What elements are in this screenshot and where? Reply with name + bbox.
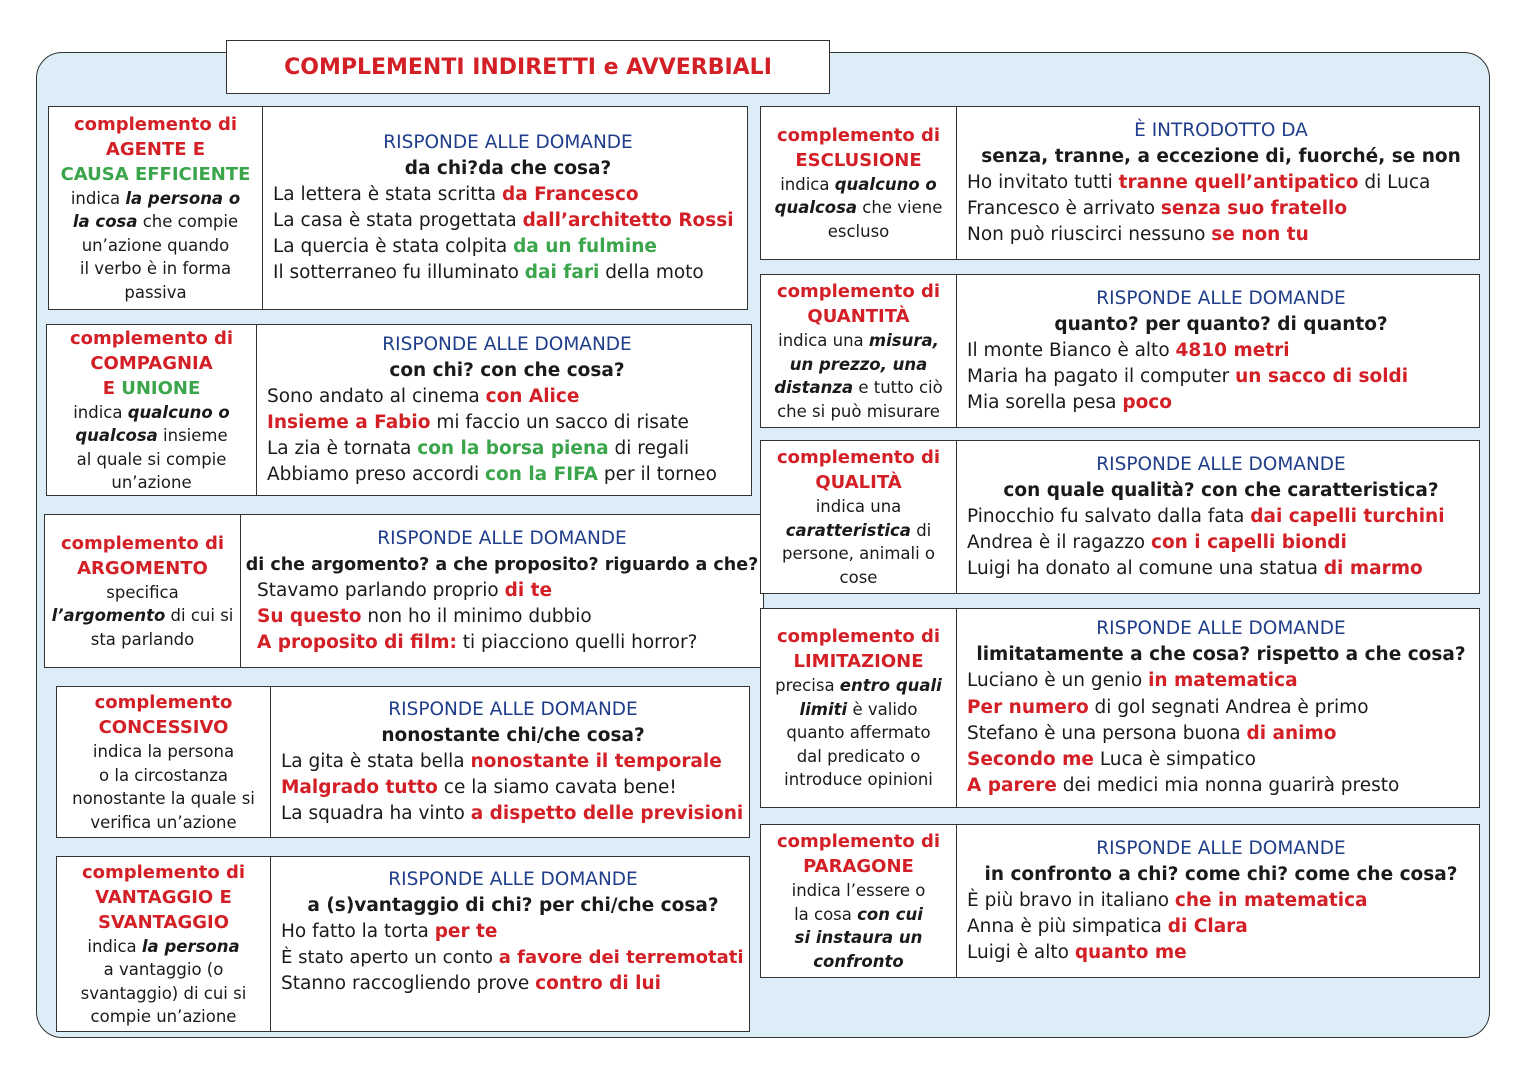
example-line: È più bravo in italiano che in matematica bbox=[967, 889, 1368, 911]
label-quantita bbox=[761, 275, 957, 427]
desc-line: l’argomento di cui si bbox=[51, 606, 234, 626]
label-argomento bbox=[45, 515, 241, 667]
section-heading: RISPONDE ALLE DOMANDE bbox=[1096, 837, 1346, 859]
desc-line: passiva bbox=[124, 282, 187, 302]
desc-line: quanto affermato bbox=[786, 723, 931, 743]
label-line: ARGOMENTO bbox=[77, 557, 208, 579]
label-line: CONCESSIVO bbox=[98, 717, 229, 738]
section-heading: RISPONDE ALLE DOMANDE bbox=[382, 333, 632, 355]
example-line: Ho fatto la torta per te bbox=[281, 921, 498, 942]
example-line: Pinocchio fu salvato dalla fata dai capelli turchini bbox=[967, 505, 1445, 527]
desc-line: escluso bbox=[827, 221, 890, 241]
desc-line: indica una bbox=[815, 497, 902, 516]
example-line: Luigi è alto quanto me bbox=[967, 942, 1187, 964]
desc-line: o la circostanza bbox=[99, 765, 228, 785]
label-line: complemento di bbox=[776, 831, 941, 852]
desc-line: indica la persona bbox=[92, 742, 235, 761]
example-line: A parere dei medici mia nonna guarirà presto bbox=[967, 775, 1400, 797]
desc-line: limiti è valido bbox=[799, 699, 918, 719]
example-line: La gita è stata bella nonostante il temporale bbox=[281, 750, 722, 772]
example-line: La zia è tornata con la borsa piena di regali bbox=[267, 438, 690, 459]
label-vantaggio bbox=[57, 857, 271, 1031]
desc-line: un prezzo, una bbox=[789, 354, 928, 374]
content-concessivo bbox=[271, 687, 749, 837]
desc-line: persone, animali o bbox=[781, 544, 936, 563]
card-vantaggio bbox=[56, 856, 750, 1032]
desc-line: un’azione quando bbox=[81, 235, 230, 255]
label-line: SVANTAGGIO bbox=[97, 911, 230, 933]
example-line: A proposito di film: ti piacciono quelli horror? bbox=[257, 632, 698, 654]
questions: quanto? per quanto? di quanto? bbox=[1054, 313, 1388, 335]
example-line: Luciano è un genio in matematica bbox=[967, 670, 1298, 692]
questions: in confronto a chi? come chi? come che cosa? bbox=[984, 863, 1458, 885]
label-line: complemento di bbox=[69, 327, 234, 349]
example-line: La casa è stata progettata dall’architetto Rossi bbox=[273, 209, 734, 231]
label-line: QUALITÀ bbox=[815, 472, 902, 493]
card-compagnia bbox=[46, 324, 752, 496]
example-line: Il sotterraneo fu illuminato dai fari della moto bbox=[273, 262, 704, 284]
label-line: complemento di bbox=[776, 447, 941, 468]
questions: da chi?da che cosa? bbox=[404, 157, 612, 179]
example-line: Il monte Bianco è alto 4810 metri bbox=[967, 339, 1290, 361]
example-line: La lettera è stata scritta da Francesco bbox=[273, 183, 639, 205]
card-concessivo bbox=[56, 686, 750, 838]
section-heading: RISPONDE ALLE DOMANDE bbox=[388, 698, 638, 720]
example-line: Stanno raccogliendo prove contro di lui bbox=[281, 973, 661, 995]
desc-line: indica qualcuno o bbox=[73, 402, 230, 422]
desc-line: svantaggio) di cui si bbox=[80, 983, 247, 1003]
example-line: Stavamo parlando proprio di te bbox=[257, 579, 553, 601]
desc-line: qualcosa insieme bbox=[75, 426, 228, 445]
section-heading: RISPONDE ALLE DOMANDE bbox=[1096, 287, 1346, 309]
section-heading: RISPONDE ALLE DOMANDE bbox=[1096, 453, 1346, 475]
label-esclusione bbox=[761, 107, 957, 259]
desc-line: la cosa che compie bbox=[72, 212, 239, 232]
example-line: È stato aperto un conto a favore dei terremotati bbox=[281, 947, 744, 969]
desc-line: distanza e tutto ciò bbox=[774, 378, 943, 397]
desc-line: nonostante la quale si bbox=[72, 789, 255, 808]
example-line: La squadra ha vinto a dispetto delle previsioni bbox=[281, 803, 744, 825]
desc-line: verifica un’azione bbox=[90, 812, 237, 832]
questions: di che argomento? a che proposito? riguardo a che? bbox=[245, 554, 759, 575]
label-qualita bbox=[761, 441, 957, 593]
example-line: Su questo non ho il minimo dubbio bbox=[257, 605, 592, 627]
example-line: Malgrado tutto ce la siamo cavata bene! bbox=[281, 776, 677, 798]
card-paragone bbox=[760, 824, 1480, 978]
content-agente bbox=[263, 107, 747, 309]
example-line: Anna è più simpatica di Clara bbox=[967, 915, 1248, 937]
desc-line: sta parlando bbox=[90, 629, 195, 649]
label-line: ESCLUSIONE bbox=[795, 149, 922, 171]
desc-line: compie un’azione bbox=[90, 1007, 237, 1026]
example-line: Mia sorella pesa poco bbox=[967, 392, 1172, 414]
card-esclusione bbox=[760, 106, 1480, 260]
content-esclusione bbox=[957, 107, 1479, 259]
content-compagnia bbox=[257, 325, 751, 495]
card-agente bbox=[48, 106, 748, 310]
desc-line: dal predicato o bbox=[796, 746, 921, 766]
desc-line: al quale si compie bbox=[76, 449, 227, 469]
desc-line: precisa entro quali bbox=[775, 676, 942, 696]
desc-line: indica l’essere o bbox=[791, 881, 926, 900]
example-line: Non può riuscirci nessuno se non tu bbox=[967, 224, 1309, 246]
desc-line: il verbo è in forma bbox=[79, 259, 232, 279]
example-line: Sono andato al cinema con Alice bbox=[267, 385, 580, 407]
questions: con chi? con che cosa? bbox=[389, 359, 625, 381]
content-qualita bbox=[957, 441, 1479, 593]
example-line: Maria ha pagato il computer un sacco di soldi bbox=[967, 365, 1409, 387]
label-line: complemento di bbox=[73, 113, 238, 135]
questions: nonostante chi/che cosa? bbox=[381, 724, 645, 746]
label-line: complemento di bbox=[776, 124, 941, 146]
desc-line: indica la persona bbox=[87, 936, 240, 956]
questions: con quale qualità? con che caratteristica? bbox=[1003, 479, 1439, 501]
content-argomento bbox=[241, 515, 763, 667]
content-quantita bbox=[957, 275, 1479, 427]
desc-line: si instaura un bbox=[794, 928, 923, 947]
questions: a (s)vantaggio di chi? per chi/che cosa? bbox=[307, 895, 719, 916]
desc-line: indica la persona o bbox=[70, 188, 241, 208]
section-heading: RISPONDE ALLE DOMANDE bbox=[1096, 618, 1346, 640]
questions: senza, tranne, a eccezione di, fuorché, se non bbox=[981, 145, 1461, 167]
section-heading: RISPONDE ALLE DOMANDE bbox=[388, 869, 638, 890]
label-line: complemento di bbox=[81, 861, 246, 883]
label-line: COMPAGNIA bbox=[90, 352, 213, 374]
card-argomento bbox=[44, 514, 764, 668]
example-line: Secondo me Luca è simpatico bbox=[967, 749, 1256, 771]
desc-line: specifica bbox=[106, 582, 179, 602]
desc-line: introduce opinioni bbox=[784, 770, 933, 790]
label-paragone bbox=[761, 825, 957, 977]
label-line: complemento di bbox=[60, 532, 225, 554]
card-limitazione bbox=[760, 608, 1480, 808]
label-line: LIMITAZIONE bbox=[793, 651, 924, 673]
section-heading: RISPONDE ALLE DOMANDE bbox=[383, 131, 633, 153]
desc-line: caratteristica di bbox=[785, 520, 932, 540]
label-line: AGENTE E bbox=[105, 138, 206, 160]
content-limitazione bbox=[957, 609, 1479, 807]
example-line: Stefano è una persona buona di animo bbox=[967, 722, 1337, 744]
label-compagnia bbox=[47, 325, 257, 495]
desc-line: qualcosa che viene bbox=[774, 198, 943, 218]
label-line: complemento bbox=[94, 692, 233, 713]
example-line: Ho invitato tutti tranne quell’antipatico di Luca bbox=[967, 171, 1431, 193]
example-line: Luigi ha donato al comune una statua di marmo bbox=[967, 558, 1423, 580]
label-line: QUANTITÀ bbox=[807, 306, 910, 327]
content-vantaggio bbox=[271, 857, 749, 1031]
example-line: Andrea è il ragazzo con i capelli biondi bbox=[967, 531, 1347, 553]
desc-line: un’azione bbox=[111, 473, 192, 492]
label-line: CAUSA EFFICIENTE bbox=[60, 163, 251, 185]
desc-line: indica una misura, bbox=[778, 331, 939, 350]
example-line: Insieme a Fabio mi faccio un sacco di risate bbox=[267, 411, 689, 433]
section-heading: È INTRODOTTO DA bbox=[1134, 119, 1308, 141]
label-line: E UNIONE bbox=[102, 377, 201, 399]
card-quantita bbox=[760, 274, 1480, 428]
section-heading: RISPONDE ALLE DOMANDE bbox=[377, 527, 627, 549]
label-line: complemento di bbox=[776, 281, 941, 302]
label-limitazione bbox=[761, 609, 957, 807]
desc-line: confronto bbox=[813, 951, 904, 971]
desc-line: che si può misurare bbox=[777, 401, 940, 421]
label-line: complemento di bbox=[776, 626, 941, 648]
desc-line: a vantaggio (o bbox=[103, 960, 224, 979]
example-line: La quercia è stata colpita da un fulmine bbox=[273, 236, 657, 257]
desc-line: cose bbox=[839, 567, 878, 587]
label-agente bbox=[49, 107, 263, 309]
label-line: VANTAGGIO E bbox=[95, 886, 232, 908]
example-line: Francesco è arrivato senza suo fratello bbox=[967, 197, 1348, 219]
content-paragone bbox=[957, 825, 1479, 977]
questions: limitatamente a che cosa? rispetto a che cosa? bbox=[976, 644, 1466, 666]
desc-line: indica qualcuno o bbox=[780, 174, 937, 194]
card-qualita bbox=[760, 440, 1480, 594]
example-line: Per numero di gol segnati Andrea è primo bbox=[967, 696, 1369, 718]
desc-line: la cosa con cui bbox=[794, 904, 923, 924]
page-title: COMPLEMENTI INDIRETTI e AVVERBIALI bbox=[226, 40, 830, 94]
example-line: Abbiamo preso accordi con la FIFA per il torneo bbox=[267, 464, 717, 486]
label-line: PARAGONE bbox=[803, 856, 914, 877]
label-concessivo bbox=[57, 687, 271, 837]
